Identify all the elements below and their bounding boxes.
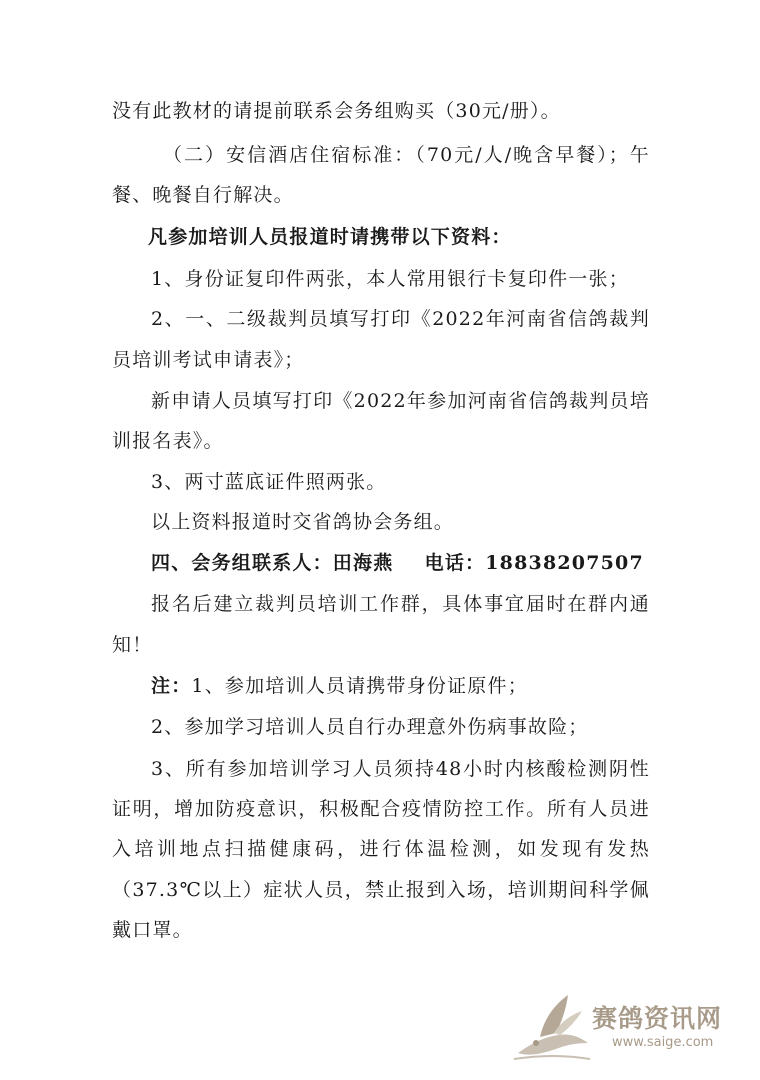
watermark-site-name: 赛鸽资讯网	[592, 1004, 723, 1033]
text-line: 报名后建立裁判员培训工作群，具体事宜届时在群内通	[151, 593, 650, 615]
note-item: 1、参加培训人员请携带身份证原件；	[191, 675, 528, 697]
text-line: （37.3℃以上）症状人员，禁止报到入场，培训期间科学佩	[112, 879, 650, 901]
text-line: 知！	[112, 634, 153, 656]
text-line: 新申请人员填写打印《2022年参加河南省信鸽裁判员培	[151, 390, 650, 412]
pigeon-logo-icon	[510, 985, 592, 1065]
text-line: （二）安信酒店住宿标准：（70元/人/晚含早餐）；午	[163, 144, 650, 166]
text-line: 3、两寸蓝底证件照两张。	[151, 471, 387, 493]
text-line: 证明，增加防疫意识，积极配合疫情防控工作。所有人员进	[112, 798, 650, 820]
text-line: 2、一、二级裁判员填写打印《2022年河南省信鸽裁判	[151, 308, 650, 330]
text-line: 入培训地点扫描健康码，进行体温检测，如发现有发热	[112, 838, 650, 860]
note-item: 3、所有参加培训学习人员须持48小时内核酸检测阴性	[151, 758, 650, 780]
note-line	[151, 673, 528, 699]
contact-line: 四、会务组联系人：田海燕 电话：18838207507	[151, 552, 644, 574]
section-heading: 凡参加培训人员报道时请携带以下资料：	[148, 226, 512, 248]
watermark-url: www.saige.com	[612, 1035, 714, 1050]
text-line: 没有此教材的请提前联系会务组购买（30元/册）。	[112, 100, 561, 122]
note-label: 注：	[151, 675, 192, 697]
text-line: 戴口罩。	[112, 919, 193, 941]
text-line: 以上资料报道时交省鸽协会务组。	[151, 511, 455, 533]
text-line: 1、身份证复印件两张，本人常用银行卡复印件一张；	[151, 268, 629, 290]
text-line: 餐、晚餐自行解决。	[112, 184, 294, 206]
site-watermark	[510, 985, 750, 1065]
note-item: 2、参加学习培训人员自行办理意外伤病事故险；	[151, 716, 589, 738]
text-line: 员培训考试申请表》；	[112, 349, 305, 371]
text-line: 训报名表》。	[112, 430, 224, 452]
